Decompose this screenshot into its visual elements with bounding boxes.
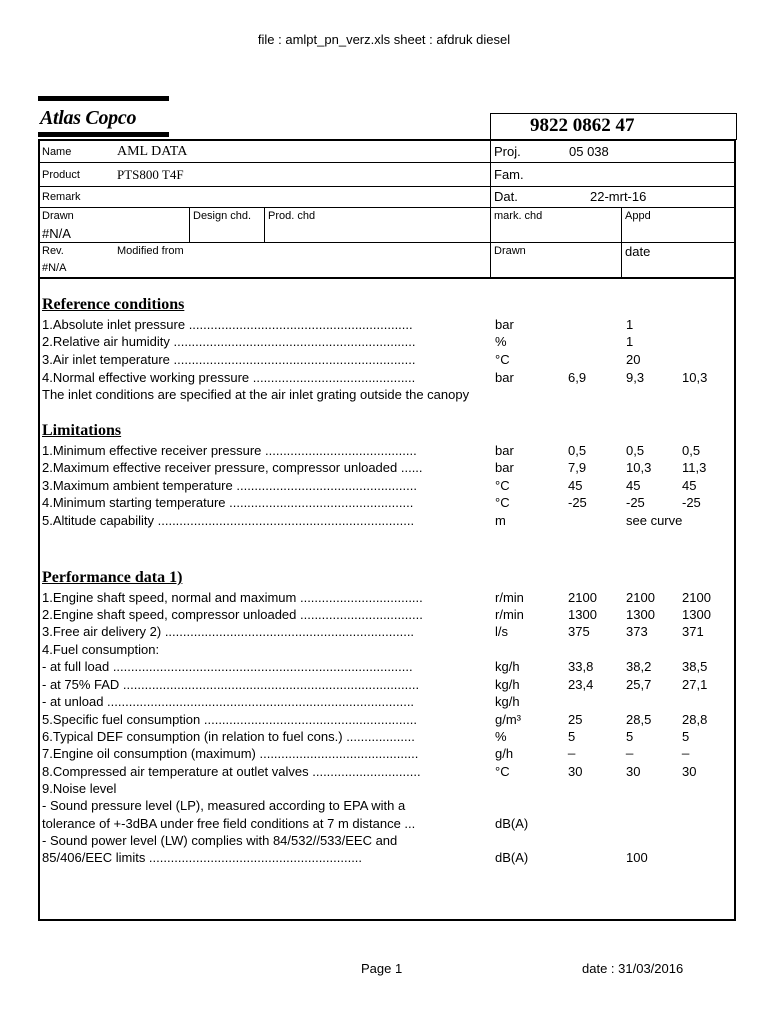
col-divider: [621, 207, 622, 278]
row-value: 45: [568, 478, 583, 493]
col-divider: [264, 207, 265, 243]
row-label: - Sound pressure level (LP), measured according to EPA with a: [42, 798, 406, 813]
row-label: - at 75% FAD ..................................................................................: [42, 677, 420, 692]
performance-title: Performance data 1): [42, 569, 183, 586]
table-row: [42, 850, 732, 867]
row-value: 371: [682, 624, 704, 639]
row-value: 11,3: [682, 460, 707, 475]
row-value: 2100: [682, 590, 711, 605]
fam-label: Fam.: [494, 167, 524, 182]
table-row: [42, 513, 732, 530]
row-unit: °C: [495, 764, 510, 779]
row-unit: m: [495, 513, 506, 528]
table-row: [42, 833, 732, 850]
row-value: 1300: [626, 607, 655, 622]
col-divider: [490, 139, 491, 278]
row-value: 7,9: [568, 460, 587, 475]
row-value: 5: [626, 729, 634, 744]
row-label: - at full load ...................................................................................: [42, 659, 413, 674]
remark-label: Remark: [42, 191, 81, 203]
table-row: [42, 370, 732, 387]
atlas-copco-logo: [38, 96, 169, 137]
table-row: [42, 352, 732, 369]
row-unit: °C: [495, 352, 510, 367]
row-value: 10,3: [626, 460, 652, 475]
rev-label: Rev.: [42, 245, 64, 257]
table-row: [42, 642, 732, 659]
row-value: 6,9: [568, 370, 587, 385]
row-value: 1300: [682, 607, 711, 622]
row-value: 2100: [626, 590, 655, 605]
row-value: 100: [626, 850, 648, 865]
table-row: [42, 495, 732, 512]
row-divider: [38, 207, 736, 208]
row-unit: g/m³: [495, 712, 521, 727]
table-row: [42, 460, 732, 477]
row-value: 1: [626, 317, 634, 332]
row-value: _: [682, 740, 690, 755]
row-unit: kg/h: [495, 694, 520, 709]
row-value: 25,7: [626, 677, 652, 692]
row-value: 0,5: [626, 443, 645, 458]
row-label: 3.Maximum ambient temperature ..................................................: [42, 478, 417, 493]
rev-value: #N/A: [42, 262, 67, 274]
row-unit: r/min: [495, 607, 524, 622]
row-unit: °C: [495, 495, 510, 510]
page-number: Page 1: [361, 961, 403, 976]
row-label: 6.Typical DEF consumption (in relation to fuel cons.) ...................: [42, 729, 415, 744]
row-value: 28,5: [626, 712, 652, 727]
prod-label: Prod. chd: [268, 210, 316, 222]
drawn2-label: Drawn: [494, 245, 526, 257]
row-value: 20: [626, 352, 641, 367]
table-row: [42, 478, 732, 495]
table-right-border: [734, 139, 736, 921]
row-value: 2100: [568, 590, 597, 605]
table-row: [42, 740, 732, 763]
logo-text: Atlas Copco: [40, 107, 137, 129]
dat-value: 22-mrt-16: [590, 189, 647, 204]
file-header: file : amlpt_pn_verz.xls sheet : afdruk diesel: [257, 32, 511, 47]
table-row: [42, 659, 732, 676]
design-label: Design chd.: [193, 210, 252, 222]
header-bottom-border: [38, 277, 736, 279]
table-top-border: [38, 139, 736, 141]
row-value: 27,1: [682, 677, 708, 692]
row-value: see curve: [626, 513, 683, 528]
row-divider: [38, 186, 736, 187]
row-divider: [38, 242, 736, 243]
reference-note: The inlet conditions are specified at the air inlet grating outside the canopy: [42, 387, 470, 402]
row-value: 38,5: [682, 659, 708, 674]
row-label: - Sound power level (LW) complies with 84/532//533/EEC and: [42, 833, 398, 848]
row-label: tolerance of +-3dBA under free field conditions at 7 m distance ...: [42, 816, 416, 831]
row-value: _: [626, 740, 634, 755]
row-value: 30: [682, 764, 697, 779]
row-value: 23,4: [568, 677, 594, 692]
row-label: 2.Relative air humidity ...................................................................: [42, 334, 416, 349]
row-unit: kg/h: [495, 677, 520, 692]
row-value: 1: [626, 334, 634, 349]
table-bottom-border: [38, 919, 736, 921]
row-unit: %: [495, 729, 507, 744]
table-row: [42, 317, 732, 334]
row-label: 85/406/EEC limits ...........................................................: [42, 850, 363, 865]
table-row: [42, 764, 732, 781]
row-label: 1.Minimum effective receiver pressure ..........................................: [42, 443, 417, 458]
mark-label: mark. chd: [494, 210, 543, 222]
row-value: 30: [626, 764, 641, 779]
doc-number: 9822 0862 47: [530, 115, 635, 136]
row-value: 38,2: [626, 659, 652, 674]
row-value: 1300: [568, 607, 597, 622]
row-value: 373: [626, 624, 648, 639]
proj-label: Proj.: [494, 144, 521, 159]
row-value: -25: [682, 495, 701, 510]
row-unit: bar: [495, 370, 514, 385]
date-label: date: [625, 244, 651, 259]
row-label: 4.Fuel consumption:: [42, 642, 160, 657]
table-row: [42, 712, 732, 729]
row-value: 5: [682, 729, 690, 744]
row-value: 375: [568, 624, 590, 639]
modified-label: Modified from: [117, 245, 184, 257]
row-value: 33,8: [568, 659, 594, 674]
product-value: PTS800 T4F: [117, 167, 184, 182]
row-unit: dB(A): [495, 850, 529, 865]
row-value: 0,5: [568, 443, 587, 458]
row-unit: bar: [495, 460, 514, 475]
row-unit: dB(A): [495, 816, 529, 831]
row-label: 4.Normal effective working pressure .............................................: [42, 370, 416, 385]
row-value: _: [568, 740, 576, 755]
col-divider: [189, 207, 190, 243]
row-divider: [38, 162, 736, 163]
row-value: 30: [568, 764, 583, 779]
row-label: 2.Maximum effective receiver pressure, compressor unloaded ......: [42, 460, 423, 475]
row-value: 28,8: [682, 712, 708, 727]
name-value: AML DATA: [117, 144, 188, 159]
row-value: -25: [626, 495, 645, 510]
dat-label: Dat.: [494, 189, 518, 204]
row-label: 8.Compressed air temperature at outlet valves ..............................: [42, 764, 421, 779]
product-label: Product: [42, 169, 80, 181]
row-value: 25: [568, 712, 583, 727]
row-value: 0,5: [682, 443, 701, 458]
row-label: 5.Specific fuel consumption ...........................................................: [42, 712, 417, 727]
row-unit: r/min: [495, 590, 524, 605]
drawn-label: Drawn: [42, 210, 74, 222]
row-unit: kg/h: [495, 659, 520, 674]
row-unit: bar: [495, 317, 514, 332]
row-label: 1.Absolute inlet pressure ..............................................................: [42, 317, 413, 332]
drawn-value: #N/A: [42, 226, 71, 241]
row-unit: %: [495, 334, 507, 349]
table-row: [42, 798, 732, 815]
table-row: [42, 590, 732, 607]
table-left-border: [38, 139, 40, 921]
table-row: [42, 624, 732, 641]
row-unit: g/h: [495, 746, 514, 761]
name-label: Name: [42, 146, 72, 158]
row-unit: bar: [495, 443, 514, 458]
appd-label: Appd: [625, 210, 651, 222]
row-value: 45: [682, 478, 697, 493]
table-row: [42, 816, 732, 833]
row-label: 1.Engine shaft speed, normal and maximum ..................................: [42, 590, 423, 605]
row-unit: l/s: [495, 624, 508, 639]
proj-value: 05 038: [569, 144, 609, 159]
row-label: 3.Free air delivery 2) .....................................................................: [42, 624, 415, 639]
reference-title: Reference conditions: [42, 296, 185, 313]
row-value: 5: [568, 729, 576, 744]
row-unit: °C: [495, 478, 510, 493]
row-label: 7.Engine oil consumption (maximum) ............................................: [42, 746, 419, 761]
row-label: 3.Air inlet temperature ...................................................................: [42, 352, 416, 367]
footer-date: date : 31/03/2016: [582, 961, 684, 976]
row-label: - at unload .....................................................................................: [42, 694, 415, 709]
table-row: [42, 334, 732, 351]
row-label: 4.Minimum starting temperature ...................................................: [42, 495, 414, 510]
table-row: [42, 694, 732, 711]
table-row: [42, 677, 732, 694]
row-value: 45: [626, 478, 641, 493]
row-value: -25: [568, 495, 587, 510]
row-label: 2.Engine shaft speed, compressor unloaded ..................................: [42, 607, 423, 622]
row-label: 9.Noise level: [42, 781, 117, 796]
row-value: 9,3: [626, 370, 645, 385]
row-label: 5.Altitude capability .......................................................................: [42, 513, 415, 528]
row-value: 10,3: [682, 370, 708, 385]
table-row: [42, 443, 732, 460]
table-row: [42, 607, 732, 624]
limitations-title: Limitations: [42, 422, 122, 439]
table-row: [42, 781, 732, 798]
